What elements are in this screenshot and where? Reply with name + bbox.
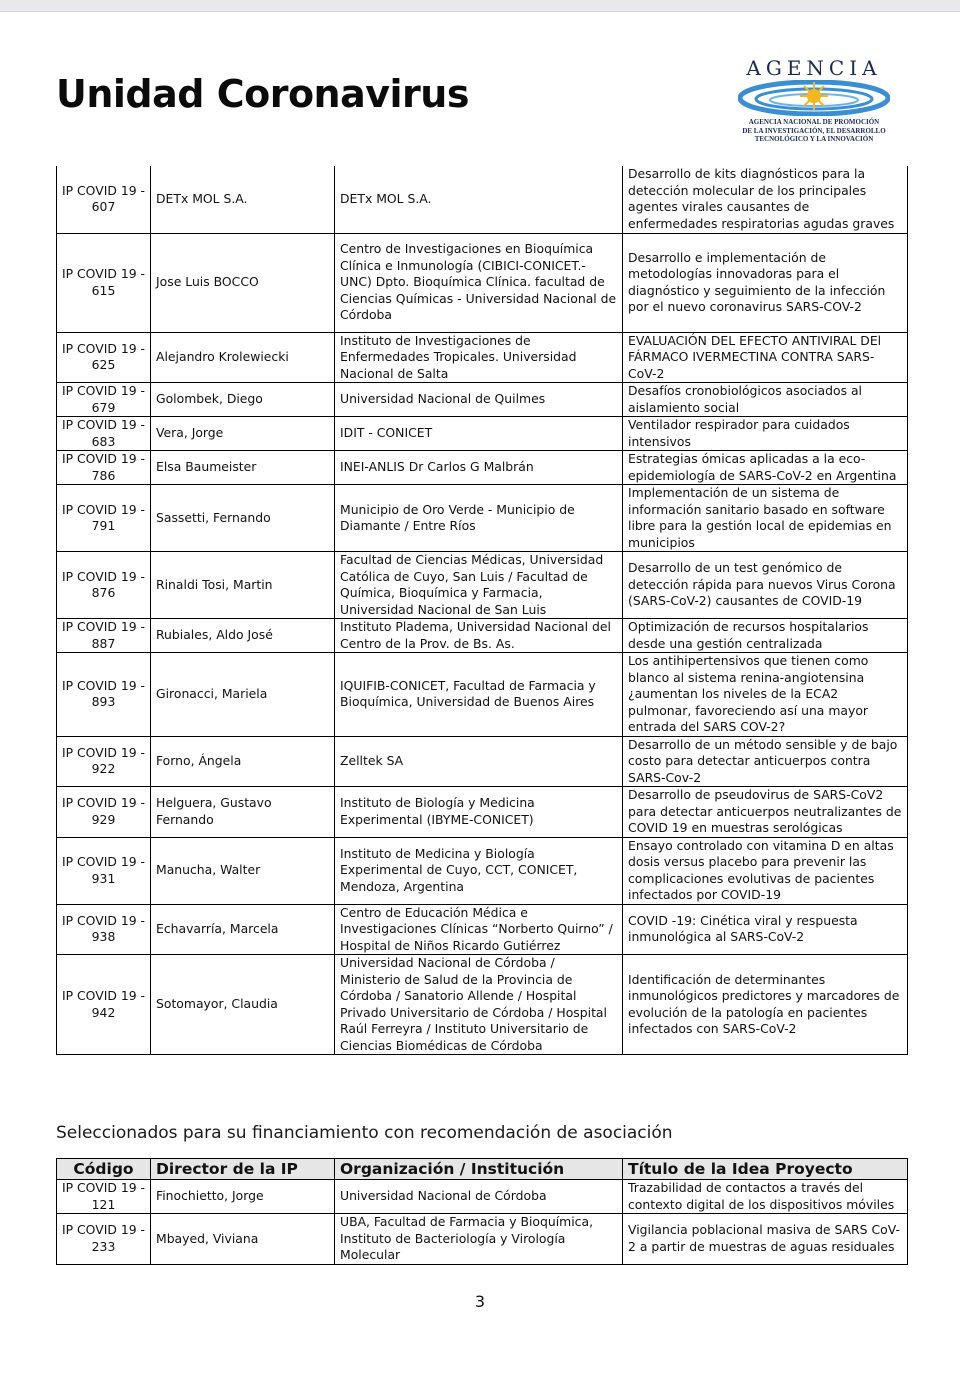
director-cell: Manucha, Walter [151, 837, 335, 904]
title-cell: Desarrollo de un método sensible y de bajo costo para detectar anticuerpos contra SARS-Cov-2 [623, 736, 908, 787]
column-header-title: Título de la Idea Proyecto [623, 1159, 908, 1180]
association-heading: Seleccionados para su financiamiento con recomendación de asociación [56, 1123, 673, 1143]
code-cell: IP COVID 19 - 615 [57, 233, 151, 332]
title-cell: Desarrollo e implementación de metodologías innovadoras para el diagnóstico y seguimiento de la infección por el nuevo coronavirus SARS-COV-2 [623, 233, 908, 332]
code-cell: IP COVID 19 - 683 [57, 417, 151, 451]
code-cell: IP COVID 19 - 942 [57, 955, 151, 1055]
organization-cell: Universidad Nacional de Quilmes [335, 383, 623, 417]
code-cell: IP COVID 19 - 786 [57, 451, 151, 485]
director-cell: Gironacci, Mariela [151, 653, 335, 737]
director-cell: Rinaldi Tosi, Martin [151, 552, 335, 619]
table-header-row [57, 1159, 908, 1180]
title-cell: Desarrollo de kits diagnósticos para la detección molecular de los principales agentes virales causantes de enfermedades respiratorias agudas graves [623, 166, 908, 233]
organization-cell: UBA, Facultad de Farmacia y Bioquímica, Instituto de Bacteriología y Virología Molecular [335, 1214, 623, 1265]
title-cell: Trazabilidad de contactos a través del contexto digital de los dispositivos móviles [623, 1180, 908, 1214]
organization-cell: INEI-ANLIS Dr Carlos G Malbrán [335, 451, 623, 485]
director-cell: Mbayed, Viviana [151, 1214, 335, 1265]
organization-cell: Universidad Nacional de Córdoba / Ministerio de Salud de la Provincia de Córdoba / Sanatorio Allende / Hospital Privado Universitario de Córdoba / Hospital Raúl Ferreyra / Instituto Universitario de Ciencias Biomédicas de Córdoba [335, 955, 623, 1055]
agencia-logo [734, 56, 894, 148]
organization-cell: Zelltek SA [335, 736, 623, 787]
title-cell: Identificación de determinantes inmunológicos predictores y marcadores de evolución de la patología en pacientes infectados con SARS-CoV-2 [623, 955, 908, 1055]
director-cell: Rubiales, Aldo José [151, 619, 335, 653]
code-cell: IP COVID 19 - 679 [57, 383, 151, 417]
organization-cell: Municipio de Oro Verde - Municipio de Diamante / Entre Ríos [335, 485, 623, 552]
logo-subtitle: AGENCIA NACIONAL DE PROMOCIÓN DE LA INVESTIGACIÓN, EL DESARROLLO TECNOLÓGICO Y LA INNOVACIÓN [742, 118, 886, 143]
organization-cell: Centro de Educación Médica e Investigaciones Clínicas “Norberto Quirno” / Hospital de Niños Ricardo Gutiérrez [335, 904, 623, 955]
page-number: 3 [474, 1292, 486, 1311]
code-cell: IP COVID 19 - 922 [57, 736, 151, 787]
title-cell: Desafíos cronobiológicos asociados al aislamiento social [623, 383, 908, 417]
title-cell: Optimización de recursos hospitalarios desde una gestión centralizada [623, 619, 908, 653]
table-row [57, 955, 908, 1055]
title-cell: Ventilador respirador para cuidados intensivos [623, 417, 908, 451]
table-row [57, 904, 908, 955]
title-cell: Ensayo controlado con vitamina D en altas dosis versus placebo para prevenir las complicaciones evolutivas de pacientes infectados por COVID-19 [623, 837, 908, 904]
director-cell: Sotomayor, Claudia [151, 955, 335, 1055]
column-header-code: Código [57, 1159, 151, 1180]
director-cell: Golombek, Diego [151, 383, 335, 417]
table-row [57, 451, 908, 485]
organization-cell: Centro de Investigaciones en Bioquímica Clínica e Inmunología (CIBICI-CONICET.-UNC) Dpto. Bioquímica Clínica. facultad de Ciencias Químicas - Universidad Nacional de Córdoba [335, 233, 623, 332]
table-row [57, 837, 908, 904]
table-row [57, 619, 908, 653]
title-cell: Desarrollo de un test genómico de detección rápida para nuevos Virus Corona (SARS-CoV-2) causantes de COVID-19 [623, 552, 908, 619]
logo-wordmark: AGENCIA [746, 56, 882, 80]
director-cell: DETx MOL S.A. [151, 166, 335, 233]
code-cell: IP COVID 19 - 607 [57, 166, 151, 233]
table-row [57, 1180, 908, 1214]
code-cell: IP COVID 19 - 121 [57, 1180, 151, 1214]
column-header-director: Director de la IP [151, 1159, 335, 1180]
title-cell: Implementación de un sistema de información sanitario basado en software libre para la gestión local de epidemias en municipios [623, 485, 908, 552]
code-cell: IP COVID 19 - 233 [57, 1214, 151, 1265]
organization-cell: Facultad de Ciencias Médicas, Universidad Católica de Cuyo, San Luis / Facultad de Química, Bioquímica y Farmacia, Universidad Nacional de San Luis [335, 552, 623, 619]
table-row [57, 332, 908, 383]
table-row [57, 653, 908, 737]
title-cell: EVALUACIÓN DEL EFECTO ANTIVIRAL DEl FÁRMACO IVERMECTINA CONTRA SARS-CoV-2 [623, 332, 908, 383]
column-header-organization: Organización / Institución [335, 1159, 623, 1180]
organization-cell: Instituto de Biología y Medicina Experimental (IBYME-CONICET) [335, 787, 623, 838]
table-row [57, 1214, 908, 1265]
director-cell: Forno, Ángela [151, 736, 335, 787]
title-cell: Desarrollo de pseudovirus de SARS-CoV2 para detectar anticuerpos neutralizantes de COVID 19 en muestras serológicas [623, 787, 908, 838]
title-cell: Vigilancia poblacional masiva de SARS CoV-2 a partir de muestras de aguas residuales [623, 1214, 908, 1265]
page-title: Unidad Coronavirus [56, 72, 469, 116]
director-cell: Sassetti, Fernando [151, 485, 335, 552]
table-row [57, 552, 908, 619]
table-row [57, 736, 908, 787]
organization-cell: Universidad Nacional de Córdoba [335, 1180, 623, 1214]
organization-cell: DETx MOL S.A. [335, 166, 623, 233]
director-cell: Helguera, Gustavo Fernando [151, 787, 335, 838]
organization-cell: IDIT - CONICET [335, 417, 623, 451]
table-row [57, 383, 908, 417]
association-table [56, 1158, 908, 1265]
code-cell: IP COVID 19 - 893 [57, 653, 151, 737]
organization-cell: Instituto de Medicina y Biología Experimental de Cuyo, CCT, CONICET, Mendoza, Argentina [335, 837, 623, 904]
title-cell: Los antihipertensivos que tienen como blanco al sistema renina-angiotensina ¿aumentan los niveles de la ECA2 pulmonar, favoreciendo así una mayor entrada del SARS COV-2? [623, 653, 908, 737]
code-cell: IP COVID 19 - 887 [57, 619, 151, 653]
code-cell: IP COVID 19 - 791 [57, 485, 151, 552]
title-cell: COVID -19: Cinética viral y respuesta inmunológica al SARS-CoV-2 [623, 904, 908, 955]
sun-emblem-icon [738, 80, 890, 116]
table-row [57, 233, 908, 332]
organization-cell: Instituto de Investigaciones de Enfermedades Tropicales. Universidad Nacional de Salta [335, 332, 623, 383]
director-cell: Finochietto, Jorge [151, 1180, 335, 1214]
code-cell: IP COVID 19 - 938 [57, 904, 151, 955]
code-cell: IP COVID 19 - 931 [57, 837, 151, 904]
director-cell: Elsa Baumeister [151, 451, 335, 485]
table-row [57, 166, 908, 233]
table-row [57, 417, 908, 451]
title-cell: Estrategias ómicas aplicadas a la eco-epidemiología de SARS-CoV-2 en Argentina [623, 451, 908, 485]
code-cell: IP COVID 19 - 929 [57, 787, 151, 838]
code-cell: IP COVID 19 - 876 [57, 552, 151, 619]
director-cell: Jose Luis BOCCO [151, 233, 335, 332]
director-cell: Vera, Jorge [151, 417, 335, 451]
director-cell: Echavarría, Marcela [151, 904, 335, 955]
projects-table [56, 166, 908, 1055]
table-row [57, 485, 908, 552]
code-cell: IP COVID 19 - 625 [57, 332, 151, 383]
organization-cell: IQUIFIB-CONICET, Facultad de Farmacia y Bioquímica, Universidad de Buenos Aires [335, 653, 623, 737]
table-row [57, 787, 908, 838]
organization-cell: Instituto Pladema, Universidad Nacional del Centro de la Prov. de Bs. As. [335, 619, 623, 653]
viewer-top-bar [0, 0, 960, 12]
director-cell: Alejandro Krolewiecki [151, 332, 335, 383]
